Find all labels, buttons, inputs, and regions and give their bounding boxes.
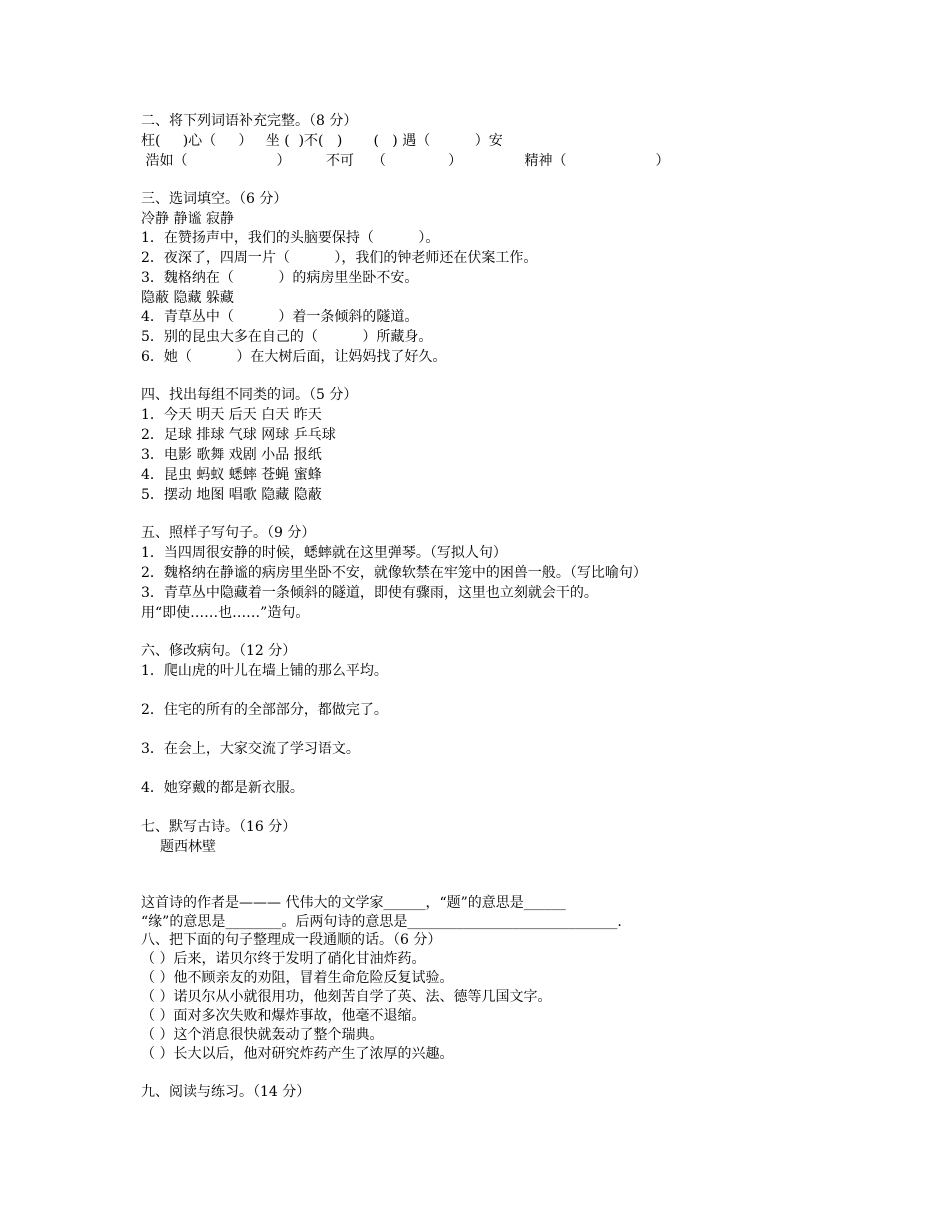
poem-title: 题西林壁 [160,839,216,855]
section-6-heading: 六、修改病句。（12 分） [141,643,297,659]
section-7-fill-1: 这首诗的作者是——— 代伟大的文学家______，“题”的意思是______ [141,895,566,911]
section-3-heading: 三、选词填空。（6 分） [141,191,288,207]
section-3-question-6: 6．她（ ）在大树后面，让妈妈找了好久。 [141,349,447,365]
section-6-question-1: 1．爬山虎的叶儿在墙上铺的那么平均。 [141,663,388,679]
section-5-question-1: 1．当四周很安静的时候，蟋蟀就在这里弹琴。（写拟人句） [141,545,507,561]
section-3-word-set-1: 冷静 静谧 寂静 [141,211,234,227]
section-3-question-1: 1．在赞扬声中，我们的头脑要保持（ ）。 [141,230,440,246]
section-6-question-2: 2．住宅的所有的全部部分，都做完了。 [141,702,388,718]
section-4-heading: 四、找出每组不同类的词。（5 分） [141,387,358,403]
section-3-question-3: 3．魏格纳在（ ）的病房里坐卧不安。 [141,270,419,286]
section-2-row-2: 浩如（ ） 不可 （ ） 精神（ ） [141,153,670,169]
section-8-item: （ ）长大以后，他对研究炸药产生了浓厚的兴趣。 [141,1046,454,1062]
section-2-row-1: 枉( )心（ ） 坐 ( )不( ) ( ) 遇（ ）安 [141,133,503,149]
section-3-question-2: 2．夜深了，四周一片（ ），我们的钟老师还在伏案工作。 [141,250,538,266]
section-8-item: （ ）面对多次失败和爆炸事故，他毫不退缩。 [141,1008,426,1024]
section-3-question-4: 4．青草丛中（ ）着一条倾斜的隧道。 [141,309,419,325]
section-7-heading: 七、默写古诗。（16 分） [141,819,297,835]
section-5-question-2: 2．魏格纳在静谧的病房里坐卧不安，就像软禁在牢笼中的困兽一般。（写比喻句） [141,565,647,581]
section-5-heading: 五、照样子写句子。（9 分） [141,525,316,541]
section-4-question-3: 3．电影 歌舞 戏剧 小品 报纸 [141,447,322,463]
section-5-question-3: 3．青草丛中隐藏着一条倾斜的隧道，即使有骤雨，这里也立刻就会干的。 [141,585,598,601]
section-8-item: （ ）诺贝尔从小就很用功，他刻苦自学了英、法、德等几国文字。 [141,989,552,1005]
section-8-heading: 八、把下面的句子整理成一段通顺的话。（6 分） [141,932,442,948]
section-4-question-4: 4．昆虫 蚂蚁 蟋蟀 苍蝇 蜜蜂 [141,467,322,483]
section-4-question-1: 1．今天 明天 后天 白天 昨天 [141,407,322,423]
section-8-item: （ ）他不顾亲友的劝阻，冒着生命危险反复试验。 [141,970,454,986]
section-6-question-3: 3．在会上，大家交流了学习语文。 [141,741,360,757]
section-5-question-3-instruction: 用“即使……也……”造句。 [141,605,310,621]
section-8-item: （ ）这个消息很快就轰动了整个瑞典。 [141,1027,384,1043]
section-4-question-5: 5．摆动 地图 唱歌 隐藏 隐蔽 [141,487,322,503]
section-9-heading: 九、阅读与练习。（14 分） [141,1084,311,1100]
section-4-question-2: 2．足球 排球 气球 网球 乒乓球 [141,427,336,443]
section-6-question-4: 4．她穿戴的都是新衣服。 [141,780,304,796]
section-7-fill-2: “缘”的意思是________。后两句诗的意思是______________________________. [141,914,622,930]
section-8-item: （ ）后来，诺贝尔终于发明了硝化甘油炸药。 [141,951,426,967]
section-3-question-5: 5．别的昆虫大多在自己的（ ）所藏身。 [141,329,433,345]
section-2-heading: 二、将下列词语补充完整。（8 分） [141,113,358,129]
section-3-word-set-2: 隐蔽 隐藏 躲藏 [141,290,234,306]
